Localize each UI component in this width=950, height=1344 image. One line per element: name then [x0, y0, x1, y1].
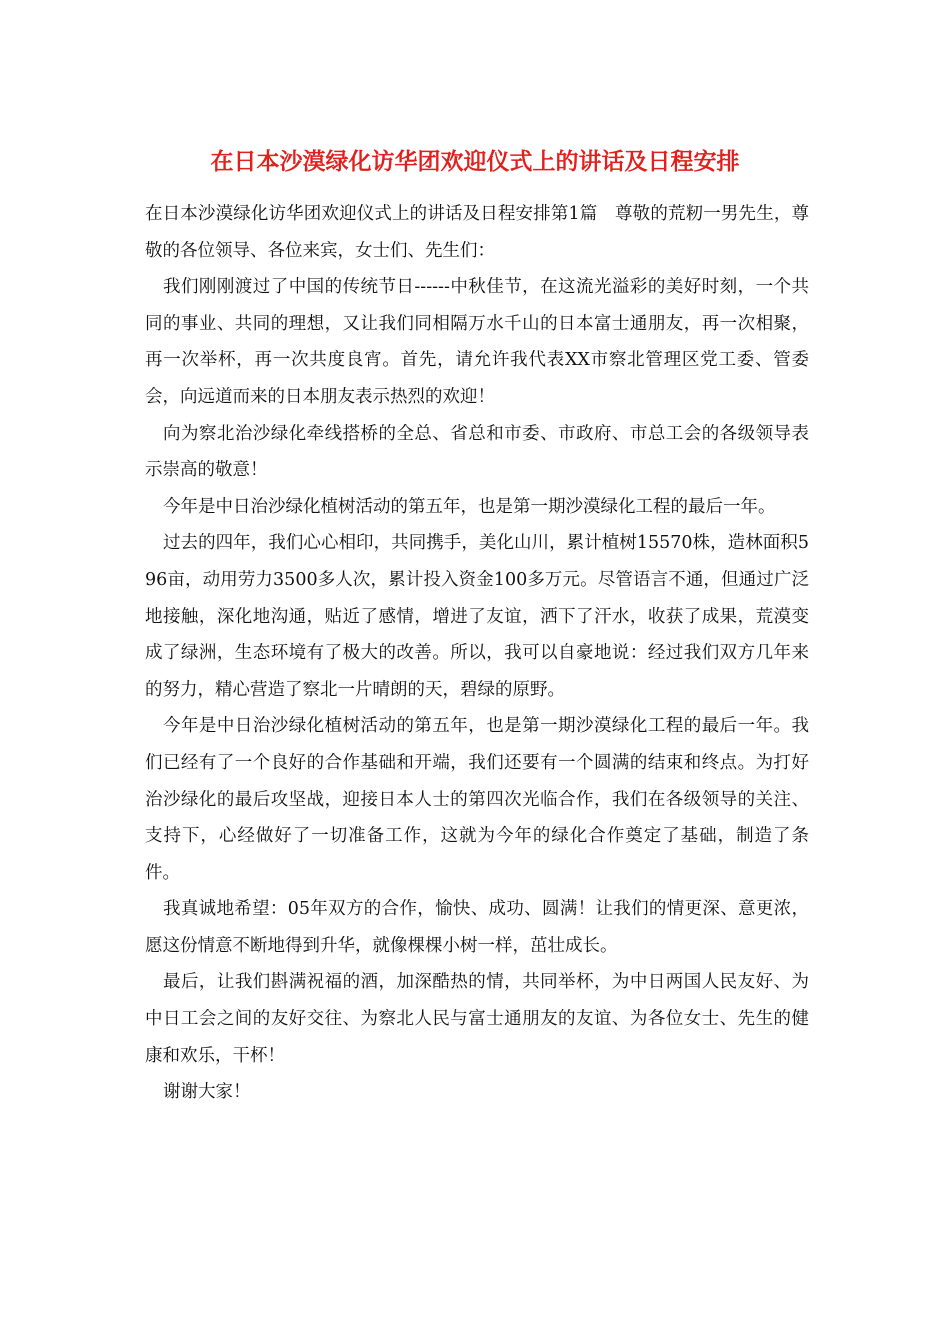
paragraph-mid-autumn: 我们刚刚渡过了中国的传统节日------中秋佳节，在这流光溢彩的美好时刻，一个共同的事业、共同的理想，又让我们同相隔万水千山的日本富士通朋友，再一次相聚，再一次举杯，再一次共度良宵。首先，请允许我代表XX市察北管理区党工委、管委会，向远道而来的日本朋友表示热烈的欢迎！: [145, 277, 809, 407]
paragraph-fifth-year: 今年是中日治沙绿化植树活动的第五年，也是第一期沙漠绿化工程的最后一年。: [163, 496, 776, 517]
paragraph-respect: 向为察北治沙绿化牵线搭桥的全总、省总和市委、市政府、市总工会的各级领导表示崇高的敬意！: [145, 423, 809, 481]
paragraph-thanks: 谢谢大家！: [163, 1082, 251, 1103]
document-title: 在日本沙漠绿化访华团欢迎仪式上的讲话及日程安排: [210, 148, 740, 175]
paragraph-toast: 最后，让我们斟满祝福的酒，加深酷热的情，共同举杯，为中日两国人民友好、为中日工会之间的友好交往、为察北人民与富士通朋友的友谊、为各位女士、先生的健康和欢乐，干杯！: [145, 972, 809, 1066]
paragraph-intro: 在日本沙漠绿化访华团欢迎仪式上的讲话及日程安排第1篇 尊敬的荒籾一男先生，尊敬的各位领导、各位来宾，女士们、先生们：: [145, 204, 809, 261]
document-body: [145, 196, 809, 1111]
paragraph-cooperation-foundation: 今年是中日治沙绿化植树活动的第五年，也是第一期沙漠绿化工程的最后一年。我们已经有了一个良好的合作基础和开端，我们还要有一个圆满的结束和终点。为打好治沙绿化的最后攻坚战，迎接日本人士的第四次光临合作，我们在各级领导的关注、支持下，心经做好了一切准备工作，这就为今年的绿化合作奠定了基础，制造了条件。: [145, 716, 809, 883]
paragraph-sincere-hope: 我真诚地希望：05年双方的合作，愉快、成功、圆满！让我们的情更深、意更浓，愿这份情意不断地得到升华，就像棵棵小树一样，茁壮成长。: [145, 899, 809, 956]
paragraph-past-four-years: 过去的四年，我们心心相印，共同携手，美化山川，累计植树15570株，造林面积596亩，动用劳力3500多人次，累计投入资金100多万元。尽管语言不通，但通过广泛地接触，深化地沟通，贴近了感情，增进了友谊，洒下了汗水，收获了成果，荒漠变成了绿洲，生态环境有了极大的改善。所以，我可以自豪地说：经过我们双方几年来的努力，精心营造了察北一片晴朗的天，碧绿的原野。: [145, 533, 809, 700]
